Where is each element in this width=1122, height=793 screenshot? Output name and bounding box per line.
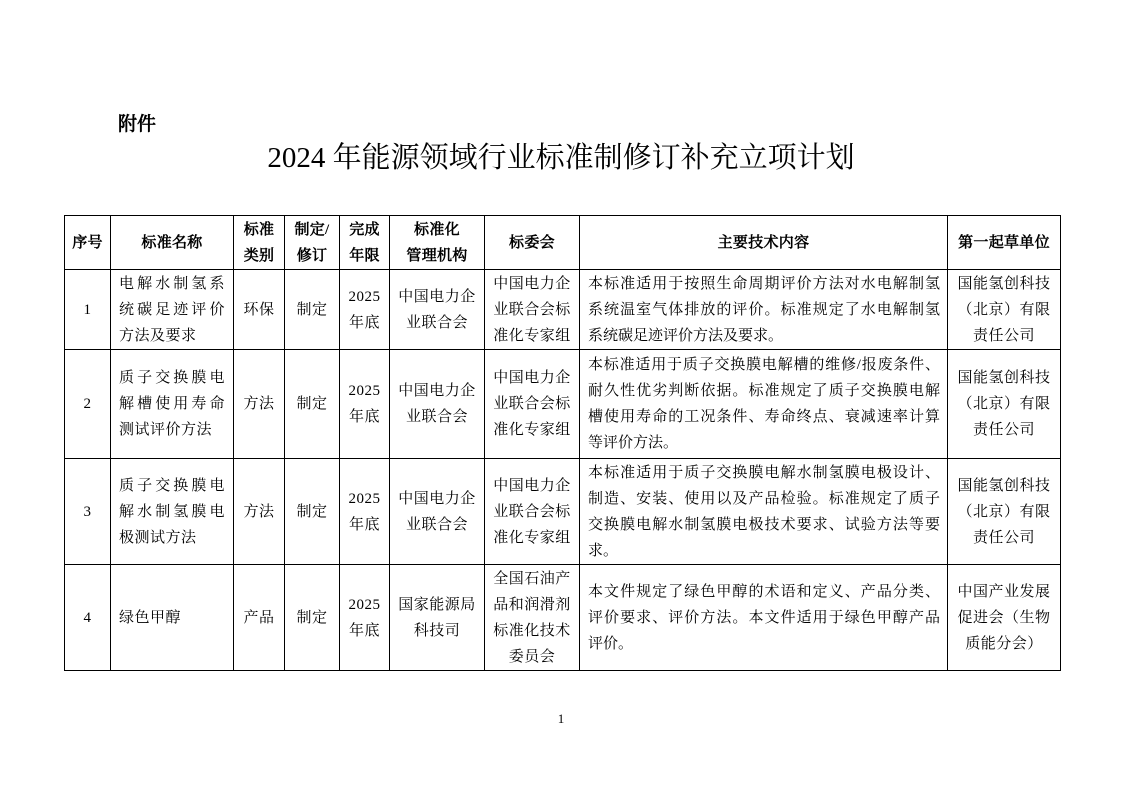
cell-name-line: 质子交换膜电 xyxy=(119,370,225,386)
cell-drafter-line: 质能分会） xyxy=(965,635,1043,652)
cell-index xyxy=(65,270,111,350)
cell-content-line: 本文件规定了绿色甲醇的术语和定义、产品分类、 xyxy=(588,583,940,600)
header-content xyxy=(580,216,948,270)
cell-deadline xyxy=(340,565,390,671)
table-row xyxy=(65,350,1061,459)
cell-manager-line: 中国电力企 xyxy=(398,490,476,507)
page-number: 1 xyxy=(557,711,565,726)
cell-committee-line: 标准化技术 xyxy=(493,622,571,639)
cell-deadline xyxy=(340,350,390,459)
cell-name xyxy=(111,565,234,671)
cell-index xyxy=(65,565,111,671)
cell-drafter-line: 责任公司 xyxy=(972,422,1035,438)
header-type xyxy=(285,216,340,270)
header-category xyxy=(234,216,285,270)
cell-name-line: 质子交换膜电 xyxy=(119,477,225,494)
cell-drafter-line: 促进会（生物 xyxy=(957,609,1051,626)
cell-manager xyxy=(390,565,485,671)
cell-category-text: 环保 xyxy=(243,301,275,318)
cell-deadline-line: 2025 xyxy=(348,383,381,399)
header-manager-line: 标准化 xyxy=(414,221,460,238)
cell-index xyxy=(65,459,111,565)
cell-drafter xyxy=(948,565,1061,671)
cell-content-line: 评价。 xyxy=(588,635,634,652)
cell-name-line: 绿色甲醇 xyxy=(119,609,182,626)
header-manager xyxy=(390,216,485,270)
cell-committee-line: 准化专家组 xyxy=(493,327,571,344)
cell-committee-line: 业联合会标 xyxy=(493,503,571,520)
cell-category xyxy=(234,350,285,459)
header-type-line: 修订 xyxy=(296,247,328,264)
cell-manager-line: 中国电力企 xyxy=(398,288,476,305)
cell-committee xyxy=(485,270,580,350)
cell-name xyxy=(111,459,234,565)
cell-deadline xyxy=(340,270,390,350)
cell-content xyxy=(580,350,948,459)
header-index-line: 序号 xyxy=(72,234,103,251)
cell-name-line: 统碳足迹评价 xyxy=(119,301,225,318)
cell-committee xyxy=(485,565,580,671)
cell-content-line: 评价要求、评价方法。本文件适用于绿色甲醇产品 xyxy=(588,609,940,626)
cell-type xyxy=(285,270,340,350)
cell-content-line: 本标准适用于质子交换膜电解槽的维修/报废条件、 xyxy=(588,357,940,373)
cell-content-line: 制造、安装、使用以及产品检验。标准规定了质子 xyxy=(588,490,940,507)
cell-content-line: 交换膜电解水制氢膜电极技术要求、试验方法等要 xyxy=(588,516,940,533)
header-committee-line: 标委会 xyxy=(509,234,555,251)
cell-index-text: 4 xyxy=(83,609,92,626)
cell-deadline-line: 2025 xyxy=(348,490,381,507)
cell-committee-line: 业联合会标 xyxy=(493,301,571,318)
cell-drafter-line: 国能氢创科技 xyxy=(957,275,1051,292)
cell-type-text: 制定 xyxy=(296,396,328,412)
cell-drafter-line: 责任公司 xyxy=(972,327,1035,344)
cell-deadline xyxy=(340,459,390,565)
cell-manager-line: 中国电力企 xyxy=(398,383,476,399)
cell-committee-line: 中国电力企 xyxy=(493,477,571,494)
cell-manager-line: 业联合会 xyxy=(405,409,468,425)
cell-committee xyxy=(485,350,580,459)
cell-type xyxy=(285,350,340,459)
table-header-row xyxy=(65,216,1061,270)
cell-index-text: 1 xyxy=(83,301,92,318)
cell-drafter-line: （北京）有限 xyxy=(957,503,1051,520)
cell-deadline-line: 年底 xyxy=(348,622,380,639)
cell-drafter-line: 国能氢创科技 xyxy=(957,477,1051,494)
table-body xyxy=(65,270,1061,671)
cell-committee-line: 委员会 xyxy=(508,648,556,665)
cell-content-line: 系统碳足迹评价方法及要求。 xyxy=(588,327,784,344)
cell-content-line: 系统温室气体排放的评价。标准规定了水电解制氢 xyxy=(588,301,940,318)
cell-drafter-line: 中国产业发展 xyxy=(957,583,1051,600)
cell-manager xyxy=(390,350,485,459)
cell-manager xyxy=(390,270,485,350)
document-title: 2024 年能源领域行业标准制修订补充立项计划 xyxy=(267,142,855,174)
attachment-label: 附件 xyxy=(118,114,157,135)
cell-content-line: 槽使用寿命的工况条件、寿命终点、衰减速率计算 xyxy=(588,409,940,425)
cell-deadline-line: 年底 xyxy=(348,516,380,533)
table-row xyxy=(65,459,1061,565)
cell-drafter-line: 责任公司 xyxy=(972,529,1035,546)
cell-drafter xyxy=(948,459,1061,565)
cell-name-line: 测试评价方法 xyxy=(119,422,213,438)
cell-deadline-line: 2025 xyxy=(348,596,381,613)
cell-committee xyxy=(485,459,580,565)
cell-drafter-line: 国能氢创科技 xyxy=(957,370,1051,386)
header-committee xyxy=(485,216,580,270)
cell-committee-line: 准化专家组 xyxy=(493,422,571,438)
table-row xyxy=(65,565,1061,671)
header-deadline xyxy=(340,216,390,270)
cell-name-line: 方法及要求 xyxy=(119,327,197,344)
cell-deadline-line: 年底 xyxy=(348,314,380,331)
header-name xyxy=(111,216,234,270)
header-name-line: 标准名称 xyxy=(141,234,203,251)
header-type-line: 制定/ xyxy=(294,221,330,238)
cell-content xyxy=(580,459,948,565)
cell-name xyxy=(111,270,234,350)
cell-type-text: 制定 xyxy=(296,609,328,626)
cell-deadline-line: 2025 xyxy=(348,288,381,305)
header-category-line: 类别 xyxy=(243,247,275,264)
cell-content xyxy=(580,270,948,350)
cell-category-text: 方法 xyxy=(243,503,275,520)
header-deadline-line: 年限 xyxy=(349,247,380,264)
cell-content-line: 求。 xyxy=(588,542,619,559)
cell-committee-line: 准化专家组 xyxy=(493,529,571,546)
header-content-line: 主要技术内容 xyxy=(717,234,810,251)
table-row xyxy=(65,270,1061,350)
header-manager-line: 管理机构 xyxy=(406,247,468,264)
cell-drafter-line: （北京）有限 xyxy=(957,301,1051,318)
cell-committee-line: 品和润滑剂 xyxy=(493,596,571,613)
cell-content-line: 本标准适用于质子交换膜电解水制氢膜电极设计、 xyxy=(588,464,940,481)
table-head xyxy=(65,216,1061,270)
cell-committee-line: 全国石油产 xyxy=(493,570,571,587)
header-drafter-line: 第一起草单位 xyxy=(958,234,1050,251)
cell-name-line: 解水制氢膜电 xyxy=(119,503,225,520)
header-deadline-line: 完成 xyxy=(349,221,380,238)
cell-manager xyxy=(390,459,485,565)
cell-category-text: 产品 xyxy=(243,609,275,626)
cell-manager-line: 业联合会 xyxy=(405,314,468,331)
cell-manager-line: 科技司 xyxy=(413,622,461,639)
cell-drafter xyxy=(948,350,1061,459)
cell-category-text: 方法 xyxy=(243,396,275,412)
cell-manager-line: 业联合会 xyxy=(405,516,468,533)
cell-index-text: 3 xyxy=(83,503,92,520)
cell-deadline-line: 年底 xyxy=(348,409,380,425)
cell-name-line: 电解水制氢系 xyxy=(119,275,225,292)
header-category-line: 标准 xyxy=(243,221,275,238)
cell-drafter xyxy=(948,270,1061,350)
cell-name xyxy=(111,350,234,459)
cell-committee-line: 中国电力企 xyxy=(493,275,571,292)
cell-content-line: 等评价方法。 xyxy=(588,435,679,451)
cell-category xyxy=(234,565,285,671)
cell-index xyxy=(65,350,111,459)
cell-name-line: 极测试方法 xyxy=(119,529,197,546)
standards-plan-table xyxy=(64,215,1061,671)
cell-category xyxy=(234,270,285,350)
cell-type xyxy=(285,459,340,565)
cell-manager-line: 国家能源局 xyxy=(398,596,476,613)
cell-drafter-line: （北京）有限 xyxy=(957,396,1051,412)
cell-content-line: 本标准适用于按照生命周期评价方法对水电解制氢 xyxy=(588,275,940,292)
cell-committee-line: 中国电力企 xyxy=(493,370,571,386)
cell-content-line: 耐久性优劣判断依据。标准规定了质子交换膜电解 xyxy=(588,383,940,399)
cell-content xyxy=(580,565,948,671)
cell-type-text: 制定 xyxy=(296,503,328,520)
cell-type-text: 制定 xyxy=(296,301,328,318)
cell-index-text: 2 xyxy=(83,396,92,412)
header-drafter xyxy=(948,216,1061,270)
cell-type xyxy=(285,565,340,671)
cell-name-line: 解槽使用寿命 xyxy=(119,396,225,412)
header-index xyxy=(65,216,111,270)
cell-category xyxy=(234,459,285,565)
cell-committee-line: 业联合会标 xyxy=(493,396,571,412)
